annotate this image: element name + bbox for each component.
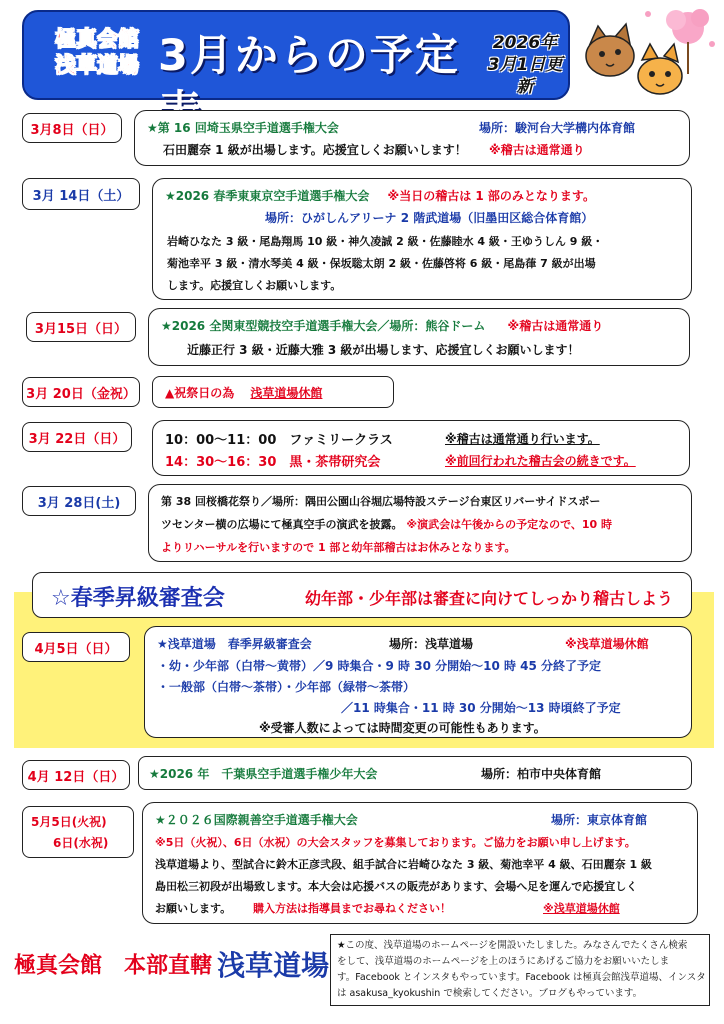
org-name: [42, 26, 152, 78]
event-note: 購入方法は指導員までお尋ねください！: [252, 902, 451, 915]
exam-title: ★浅草道場 春季昇級審査会: [157, 637, 312, 651]
exam-note: ※浅草道場休館: [565, 637, 649, 651]
event-desc: 島田松三初段が出場致します。本大会は応援バスの販売があります、会場へ足を運んで応援宜しく: [155, 880, 638, 893]
cat-right: [638, 44, 682, 94]
notice-line: は asakusa_kyokushin で検索してください。ブログもやっています。: [337, 988, 643, 999]
event-desc: 浅草道場より、型試合に鈴木正彦弐段、組手試合に岩崎ひなた 3 級、菊池幸平 4 級、石田麗奈 1 級: [155, 858, 652, 871]
date-line2: 6日(水祝): [53, 836, 109, 850]
event-place: 場所：ひがしんアリーナ 2 階武道場（旧墨田区総合体育館）: [265, 211, 594, 225]
event-desc: ツセンター横の広場にて極真空手の演武を披露。: [161, 518, 403, 531]
event-line: [165, 187, 595, 204]
event-desc: 石田麗奈 1 級が出場します。応援宜しくお願いします！: [163, 143, 467, 157]
event-date-0328: 3月 28日(土): [22, 486, 136, 516]
exam-banner: [32, 572, 692, 618]
date-line1: 5月5日(火祝): [31, 815, 107, 829]
event-date-0322: 3月 22日（日）: [22, 422, 132, 452]
event-title: ★第 16 回埼玉県空手道選手権大会: [147, 121, 339, 135]
event-card-0315: [148, 308, 690, 366]
event-title: ★２０２６国際親善空手道選手権大会: [155, 813, 358, 827]
event-card-0322: [152, 420, 690, 476]
org-line2: 浅草道場: [55, 53, 139, 77]
event-card-0328: [148, 484, 692, 562]
notice-line: ★この度、浅草道場のホームページを開設いたしました。みなさんでたくさん検索: [337, 940, 688, 951]
event-date-0308: 3月8日（日）: [22, 113, 122, 143]
event-place: 場所：駿河台大学構内体育館: [479, 121, 636, 135]
event-title: ★2026 全関東型競技空手道選手権大会／場所：熊谷ドーム: [161, 319, 486, 333]
org-line1: 極真会館: [55, 27, 139, 51]
event-line: [147, 119, 339, 136]
event-note: ※当日の稽古は 1 部のみとなります。: [387, 189, 595, 203]
event-body: [161, 516, 612, 532]
closed-notice: ※浅草道場休館: [543, 902, 620, 915]
event-desc: 第 38 回桜橋花祭り／場所：隅田公園山谷堀広場特設ステージ台東区リバーサイドスポー: [161, 495, 601, 508]
exam-card: [144, 626, 692, 738]
closed-notice: 浅草道場休館: [250, 386, 323, 400]
event-date-0412: 4月 12日（日）: [22, 760, 130, 790]
footer-dojo: 浅草道場: [217, 949, 330, 982]
class-note: ※稽古は通常通り行います。: [445, 432, 600, 446]
event-desc: 近藤正行 3 級・近藤大雅 3 級が出場します、応援宜しくお願いします！: [187, 343, 580, 357]
event-desc: お願いします。: [155, 902, 232, 915]
event-date-0315: 3月15日（日）: [26, 312, 136, 342]
footer-notice: [330, 934, 710, 1006]
event-line: [161, 317, 603, 334]
cat-left: [586, 24, 634, 76]
event-card-0412: [138, 756, 692, 790]
header-banner: [22, 10, 570, 100]
notice-line: す。Facebook とインスタもやっています。Facebook は極真会館浅草道場、インスタ: [337, 972, 706, 983]
update-year: 2026年: [492, 33, 558, 53]
event-date-0320: 3月 20日（金祝）: [22, 377, 140, 407]
event-date-0505: [22, 806, 134, 858]
event-date-0405: 4月5日（日）: [22, 632, 130, 662]
event-card-0314: [152, 178, 692, 300]
event-note: ※演武会は午後からの予定なので、10 時: [406, 518, 613, 531]
exam-banner-subtitle: 幼年部・少年部は審査に向けてしっかり稽古しよう: [305, 589, 674, 608]
event-note: ※5日（火祝）、6日（水祝）の大会スタッフを募集しております。ご協力をお願い申し上げます。: [155, 836, 636, 849]
event-body: [163, 141, 585, 158]
event-card-0505: [142, 802, 698, 924]
notice-line: をして、浅草道場のホームページを上のほうにあげるご協力をお願いいたしま: [337, 956, 670, 967]
footer-title: [14, 944, 330, 1000]
exam-schedule: ／11 時集合・11 時 30 分開始～13 時頃終了予定: [341, 701, 621, 715]
event-place: 場所：東京体育館: [551, 813, 648, 827]
exam-caution: ※受審人数によっては時間変更の可能性もあります。: [259, 721, 546, 735]
page-title: 3月からの予定: [158, 31, 460, 81]
class-time: 10：00～11：00 ファミリークラス: [165, 433, 393, 448]
event-line: [165, 384, 322, 401]
class-time: 14：30～16：30 黒・茶帯研究会: [165, 455, 381, 470]
exam-place: 場所：浅草道場: [389, 637, 474, 651]
exam-schedule: ・幼・少年部（白帯～黄帯）／9 時集合・9 時 30 分開始～10 時 45 分終了予定: [157, 659, 602, 673]
class-note: ※前回行われた稽古会の続きです。: [445, 454, 636, 468]
class-row: [165, 451, 380, 470]
event-card-0308: [134, 110, 690, 166]
cat-mascot-icon: [580, 4, 720, 104]
class-row: [165, 429, 393, 448]
event-date-0314: 3月 14日（土）: [22, 178, 140, 210]
update-stamp: [480, 32, 570, 98]
event-desc: 菊池幸平 3 級・清水琴美 4 級・保坂聡太朗 2 級・佐藤啓将 6 級・尾島葎 7 級が出場: [167, 257, 596, 270]
event-title: ★2026 春季東東京空手道選手権大会: [165, 189, 370, 203]
exam-schedule: ・一般部（白帯～茶帯）・少年部（緑帯～茶帯）: [157, 680, 416, 694]
event-place: 場所：柏市中央体育館: [481, 767, 602, 781]
event-title: ★2026 年 千葉県空手道選手権少年大会: [149, 767, 378, 781]
footer-org: 極真会館 本部直轄: [14, 953, 213, 979]
event-desc: します。応援宜しくお願いします。: [167, 279, 342, 292]
event-note: ※稽古は通常通り: [507, 319, 604, 333]
exam-banner-title: ☆春季昇級審査会: [51, 586, 225, 611]
event-title: ▲祝祭日の為: [165, 386, 235, 400]
event-body: [155, 900, 451, 916]
event-card-0320: [152, 376, 394, 408]
event-note: ※稽古は通常通り: [488, 143, 585, 157]
update-date: 3月1日更新: [487, 55, 563, 97]
event-desc: 岩崎ひなた 3 級・尾島翔馬 10 級・神久凌誠 2 級・佐藤睦水 4 級・王ゆうしん 9 級・: [167, 235, 604, 248]
event-note: よりリハーサルを行いますので 1 部と幼年部稽古はお休みとなります。: [161, 541, 516, 554]
